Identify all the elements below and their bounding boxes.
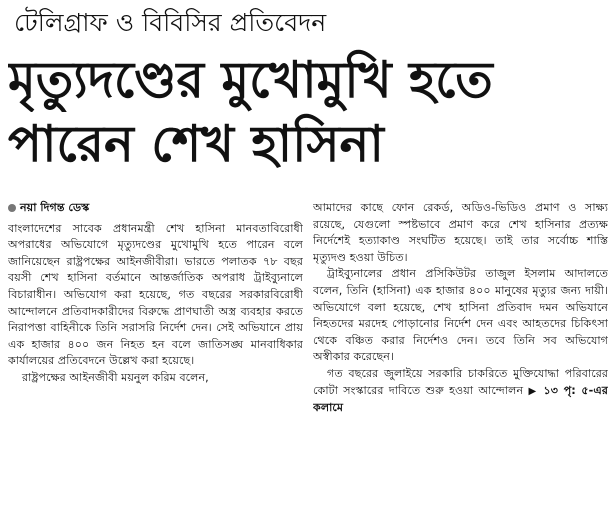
headline-line-1: মৃত্যুদণ্ডের মুখোমুখি হতে (8, 51, 493, 109)
paragraph: আমাদের কাছে ফোন রেকর্ড, অডিও-ভিডিও প্রমাণ ও সাক্ষ্য রয়েছে, যেগুলো স্পষ্টভাবে প্রমাণ করে শেখ হাসিনার প্রত্যক্ষ নির্দেশেই হত্যাকাণ্ড সংঘটিত হয়েছে। তাই তার সর্বোচ্চ শাস্তি মৃত্যুদণ্ড হওয়া উচিত। (313, 201, 608, 264)
paragraph: ট্রাইব্যুনালের প্রধান প্রসিকিউটর তাজুল ইসলাম আদালতে বলেন, তিনি (হাসিনা) এক হাজার ৪০০ মানুষের মৃত্যুর জন্য দায়ী। অভিযোগে বলা হয়েছে, শেখ হাসিনা প্রতিবাদ দমন অভিযানে নিহতদের মরদেহ পোড়ানোর নির্দেশ দেন এবং আহতদের চিকিৎসা থেকে বঞ্চিত করার নির্দেশও দেন। তবে তিনি সব অভিযোগ অস্বীকার করেছেন। (313, 267, 608, 364)
byline-text: নয়া দিগন্ত ডেস্ক (20, 201, 90, 214)
paragraph: রাষ্ট্রপক্ষের আইনজীবী ময়নুল করিম বলেন, (22, 370, 209, 384)
continuation-arrow-icon: ▶ (528, 385, 538, 397)
bullet-dot-icon (8, 204, 16, 212)
byline (8, 200, 303, 217)
article-column-right (313, 200, 608, 531)
article-column-left (8, 200, 303, 531)
paragraph: বাংলাদেশের সাবেক প্রধানমন্ত্রী শেখ হাসিনা মানবতাবিরোধী অপরাধের অভিযোগে মৃত্যুদণ্ডের মুখোমুখি হতে পারেন বলে জানিয়েছেন রাষ্ট্রপক্ষের আইনজীবীরা। ভারতে পলাতক ৭৮ বছর বয়সী শেখ হাসিনা বর্তমানে আন্তর্জাতিক অপরাধ ট্রাইব্যুনালে বিচারাধীন। অভিযোগ করা হয়েছে, গত বছরের সরকারবিরোধী আন্দোলনে প্রতিবাদকারীদের বিরুদ্ধে প্রাণঘাতী অস্ত্র ব্যবহার করতে নিরাপত্তা বাহিনীকে তিনি সরাসরি নির্দেশ দেন। সেই অভিযানে প্রায় এক হাজার ৪০০ জন নিহত হন বলে জাতিসঙ্ঘ মানবাধিকার কার্যালয়ের প্রতিবেদনে উল্লেখ করা হয়েছে। (8, 221, 303, 368)
paragraph-text: গত বছরের জুলাইয়ে সরকারি চাকরিতে মুক্তিযোদ্ধা পরিবারের কোটা সংস্কারের দাবিতে শুরু হওয়া আন্দোলন (313, 366, 608, 397)
article-body (8, 200, 608, 531)
continuation-text: ১৩ পৃ: ৫-এর কলামে (313, 383, 608, 415)
main-headline (8, 48, 610, 176)
paragraph (313, 366, 608, 417)
kicker-headline: টেলিগ্রাফ ও বিবিসির প্রতিবেদন (14, 8, 327, 37)
headline-line-2: পারেন শেখ হাসিনা (8, 115, 384, 173)
